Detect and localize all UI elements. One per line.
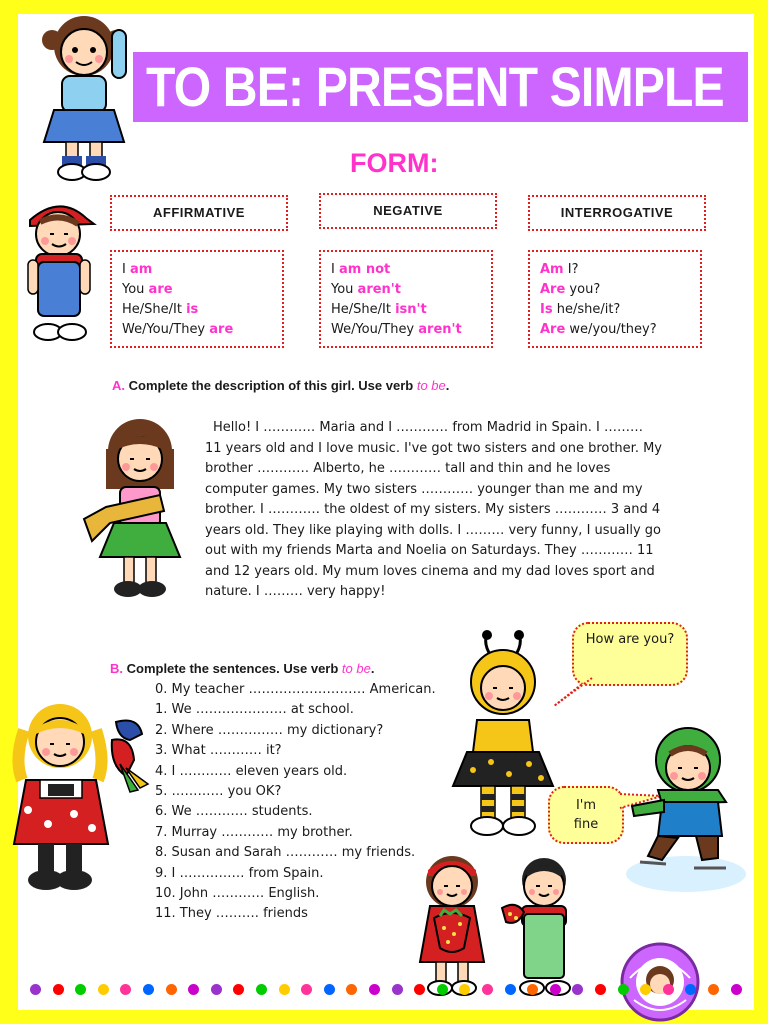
decorative-dot xyxy=(346,984,357,995)
decorative-dot xyxy=(279,984,290,995)
sentence-item: 7. Murray ………… my brother. xyxy=(155,824,353,840)
thistlegirl-designs-logo xyxy=(618,940,702,1024)
decorative-dot-border xyxy=(30,984,755,996)
decorative-dot xyxy=(459,984,470,995)
decorative-dot xyxy=(120,984,131,995)
interrogative-table xyxy=(528,250,702,348)
speech-bubble-question: How are you? xyxy=(572,622,688,686)
negative-row: I am not xyxy=(331,262,391,277)
decorative-dot xyxy=(301,984,312,995)
sentence-item: 5. ………… you OK? xyxy=(155,784,282,800)
exercise-b-instruction: B. Complete the sentences. Use verb to be. xyxy=(110,661,375,676)
decorative-dot xyxy=(550,984,561,995)
decorative-dot xyxy=(392,984,403,995)
sentence-item: 10. John ………… English. xyxy=(155,886,320,902)
interrogative-row: Are we/you/they? xyxy=(540,322,657,337)
sentence-item: 0. My teacher ……………………… American. xyxy=(155,682,436,697)
sentence-item: 3. What ………… it? xyxy=(155,743,282,759)
sentence-item: 1. We ………………… at school. xyxy=(155,702,354,718)
decorative-dot xyxy=(98,984,109,995)
negative-table xyxy=(319,250,493,348)
negative-row: We/You/They aren't xyxy=(331,322,462,337)
decorative-dot xyxy=(731,984,742,995)
decorative-dot xyxy=(30,984,41,995)
ice-skating-boy-illustration xyxy=(622,720,748,900)
decorative-dot xyxy=(437,984,448,995)
exercise-a-instruction: A. Complete the description of this girl. Use verb to be. xyxy=(112,378,450,393)
girl-with-trumpet-illustration xyxy=(80,415,192,605)
decorative-dot xyxy=(75,984,86,995)
negative-row: You aren't xyxy=(331,282,401,297)
negative-row: He/She/It isn't xyxy=(331,302,427,317)
affirmative-row: He/She/It is xyxy=(122,302,199,317)
speech-bubble-answer: I'm fine xyxy=(548,786,624,844)
decorative-dot xyxy=(369,984,380,995)
decorative-dot xyxy=(618,984,629,995)
affirmative-row: We/You/They are xyxy=(122,322,234,337)
sentence-item: 2. Where …………… my dictionary? xyxy=(155,722,384,738)
form-heading: FORM: xyxy=(350,148,439,178)
negative-header: NEGATIVE xyxy=(319,193,497,229)
yellow-frame-right xyxy=(754,0,768,1024)
decorative-dot xyxy=(414,984,425,995)
affirmative-row: You are xyxy=(122,282,173,297)
boy-with-strawberries-illustration xyxy=(500,852,586,1002)
decorative-dot xyxy=(640,984,651,995)
decorative-dot xyxy=(324,984,335,995)
affirmative-table xyxy=(110,250,284,348)
decorative-dot xyxy=(188,984,199,995)
girl-with-strawberry-illustration xyxy=(410,852,494,1000)
decorative-dot xyxy=(572,984,583,995)
page-title: TO BE: PRESENT SIMPLE xyxy=(146,55,724,118)
decorative-dot xyxy=(166,984,177,995)
affirmative-row: I am xyxy=(122,262,153,277)
bee-costume-girl-illustration xyxy=(447,630,559,840)
decorative-dot xyxy=(233,984,244,995)
paragraph-text: Hello! I ………… Maria and I ………… from Madrid in Spain. I ……… 11 years old and I love music. I've got two sisters and one brother. My brother ………… Alberto, he ………… tall and thin and he loves computer games. My two sisters ………… younger than me and my brother. I ………… the oldest of my sisters. My sisters ………… 3 and 4 years old. They like playing with dolls. I ……… very funny, I usually go out with my friends Marta and Noelia on Saturdays. They ………… 11 and 12 years old. My mum loves cinema and my dad loves sport and nature. I ……… very happy! xyxy=(205,420,662,599)
decorative-dot xyxy=(708,984,719,995)
speech-bubble-tail xyxy=(552,676,602,710)
sentence-item: 8. Susan and Sarah ………… my friends. xyxy=(155,845,416,861)
exercise-a-paragraph xyxy=(205,418,663,603)
girl-with-parrot-illustration xyxy=(8,700,154,896)
sentence-item: 9. I …………… from Spain. xyxy=(155,865,324,881)
decorative-dot xyxy=(685,984,696,995)
interrogative-row: Am I? xyxy=(540,262,579,277)
interrogative-row: Is he/she/it? xyxy=(540,302,621,317)
decorative-dot xyxy=(256,984,267,995)
decorative-dot xyxy=(527,984,538,995)
decorative-dot xyxy=(143,984,154,995)
interrogative-row: Are you? xyxy=(540,282,601,297)
sentence-item: 11. They ………. friends xyxy=(155,906,308,922)
interrogative-header: INTERROGATIVE xyxy=(528,195,706,231)
decorative-dot xyxy=(53,984,64,995)
boy-with-cap-illustration xyxy=(20,196,100,346)
sentence-item: 4. I ………… eleven years old. xyxy=(155,763,348,779)
waving-girl-illustration xyxy=(36,10,132,186)
affirmative-header: AFFIRMATIVE xyxy=(110,195,288,231)
decorative-dot xyxy=(211,984,222,995)
sentence-item: 6. We ………… students. xyxy=(155,804,313,820)
decorative-dot xyxy=(663,984,674,995)
decorative-dot xyxy=(482,984,493,995)
decorative-dot xyxy=(595,984,606,995)
decorative-dot xyxy=(505,984,516,995)
exercise-b-sentence-list xyxy=(155,680,436,925)
